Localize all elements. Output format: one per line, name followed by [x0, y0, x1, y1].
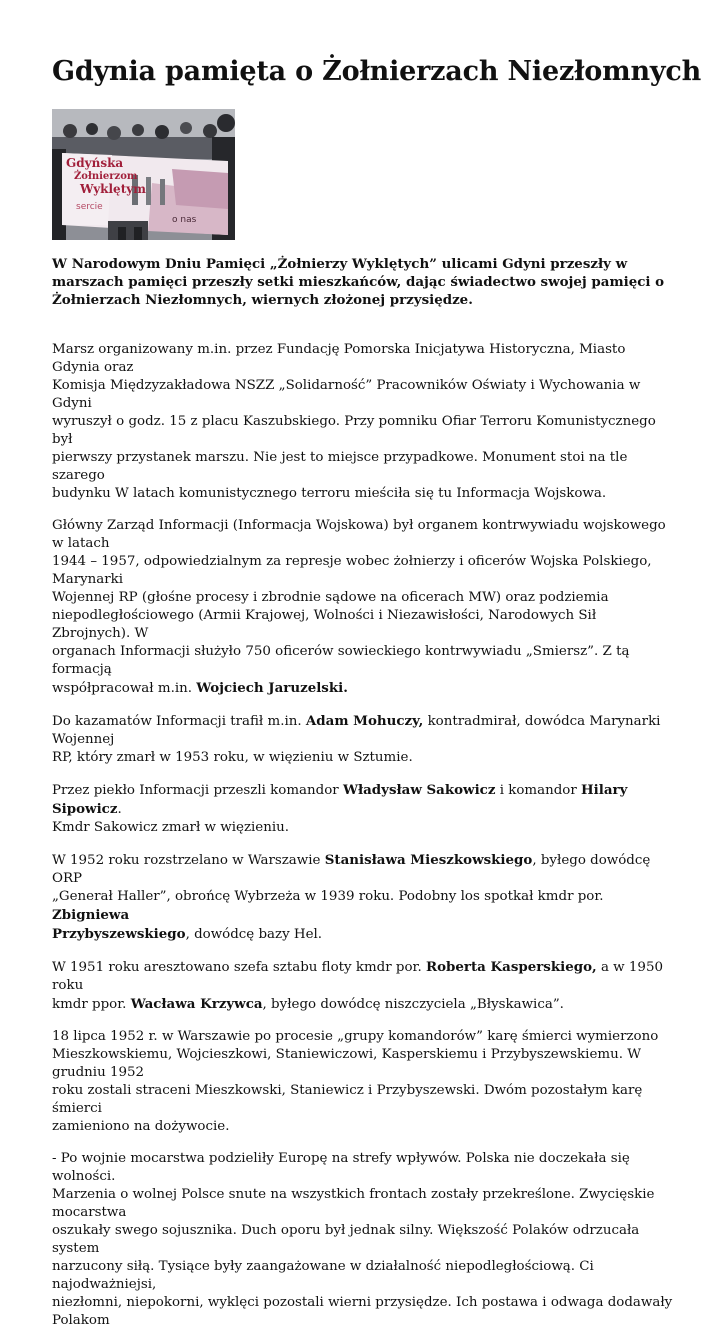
- name-krzywiec: Wacława Krzywca: [130, 996, 263, 1012]
- banner-text-5: sercie: [76, 202, 103, 212]
- text-run: , dowódcę bazy Hel.: [185, 927, 323, 942]
- text-run: Do kazamatów Informacji trafił m.in.: [52, 714, 306, 729]
- text-run: a w 1950 roku: [52, 960, 663, 993]
- article-body: [52, 341, 674, 1330]
- lead-paragraph: W Narodowym Dniu Pamięci „Żołnierzy Wyklętych” ulicami Gdyni przeszły w marszach pamięci przeszły setki mieszkańców, dając świadectwo swojej pamięci o Żołnierzach Niezłomnych, wiernych złożonej przysiędze.: [52, 256, 665, 308]
- text-line: Mieszkowskiemu, Wojcieszkowi, Staniewiczowi, Kasperskiemu i Przybyszewskiemu. W grudniu 1952: [52, 1047, 641, 1080]
- banner-text-1: Gdyńska: [66, 156, 124, 170]
- text-line: niepodległościowego (Armii Krajowej, Wolności i Niezawisłości, Narodowych Sił Zbrojnych). W: [52, 608, 597, 641]
- text-run: Przez piekło Informacji przeszli komandor: [52, 783, 343, 798]
- text-line: Główny Zarząd Informacji (Informacja Wojskowa) był organem kontrwywiadu wojskowego w latach: [52, 518, 666, 551]
- paragraph-mohuczy: [52, 712, 674, 767]
- text-line: roku zostali straceni Mieszkowski, Staniewicz i Przybyszewski. Dwóm pozostałym karę śmierci: [52, 1083, 643, 1116]
- paragraph-sakowicz: [52, 781, 674, 837]
- text-line: pierwszy przystanek marszu. Nie jest to miejsce przypadkowe. Monument stoi na tle szarego: [52, 450, 628, 483]
- text-run: kmdr ppor.: [52, 997, 131, 1012]
- name-sakowicz: Władysław Sakowicz: [342, 782, 496, 798]
- text-run: i komandor: [495, 783, 582, 798]
- text-line: organach Informacji służyło 750 oficerów sowieckiego kontrwywiadu „Smiersz”. Z tą formacją: [52, 644, 630, 677]
- banner-text-3: Wyklętym: [80, 182, 146, 196]
- text-line: współpracował m.in.: [52, 681, 197, 696]
- text-run: .: [117, 802, 122, 817]
- march-photo: [52, 109, 235, 240]
- text-line: - Po wojnie mocarstwa podzieliły Europę na strefy wpływów. Polska nie doczekała się wolności.: [52, 1151, 630, 1184]
- text-run: W 1951 roku aresztowano szefa sztabu floty kmdr por.: [52, 960, 426, 975]
- text-line: Marsz organizowany m.in. przez Fundację Pomorska Inicjatywa Historyczna, Miasto Gdynia oraz: [52, 342, 626, 375]
- paragraph-informacja: [52, 517, 674, 698]
- text-line: Marzenia o wolnej Polsce snute na wszystkich frontach zostały przekreślone. Zwycięskie mocarstwa: [52, 1187, 655, 1220]
- text-line: narzucony siłą. Tysiące były zaangażowane w działalność niepodległościową. Ci najodważniejsi,: [52, 1259, 594, 1292]
- text-line: Wojennej RP (głośne procesy i zbrodnie sądowe na oficerach MW) oraz podziemia: [52, 590, 609, 605]
- text-run: kontradmirał, dowódca Marynarki Wojennej: [52, 714, 661, 747]
- paragraph-mieszkowski: [52, 851, 674, 944]
- text-line: budynku W latach komunistycznego terroru mieściła się tu Informacja Wojskowa.: [52, 486, 607, 501]
- page-title: Gdynia pamięta o Żołnierzach Niezłomnych: [52, 56, 702, 87]
- name-sipowicz: Hilary Sipowicz: [52, 782, 628, 817]
- text-line: 18 lipca 1952 r. w Warszawie po procesie „grupy komandorów” karę śmierci wymierzono: [52, 1029, 659, 1044]
- paragraph-kasperski: [52, 958, 674, 1014]
- text-run: „Generał Haller”, obrońcę Wybrzeża w 1939 roku. Podobny los spotkał kmdr por.: [52, 889, 604, 904]
- text-line: Kmdr Sakowicz zmarł w więzieniu.: [52, 820, 289, 835]
- paragraph-trial: [52, 1028, 674, 1136]
- text-line: wyruszył o godz. 15 z placu Kaszubskiego. Przy pomniku Ofiar Terroru Komunistycznego był: [52, 414, 656, 447]
- text-run: , byłego dowódcę ORP: [52, 853, 651, 886]
- banner-text-4: o nas: [172, 215, 197, 225]
- name-zbigniew: Zbigniewa: [52, 907, 130, 923]
- text-line: zamieniono na dożywocie.: [52, 1119, 230, 1134]
- text-run: W 1952 roku rozstrzelano w Warszawie: [52, 853, 325, 868]
- text-run: , byłego dowódcę niszczyciela „Błyskawica”.: [262, 997, 564, 1012]
- paragraph-postwar: [52, 1150, 674, 1330]
- paragraph-march: [52, 341, 674, 503]
- text-line: oszukały swego sojusznika. Duch oporu był jednak silny. Większość Polaków odrzucała system: [52, 1223, 640, 1256]
- banner-text-2: Żołnierzom: [74, 171, 138, 182]
- text-line: 1944 – 1957, odpowiedzialnym za represje wobec żołnierzy i oficerów Wojska Polskiego, Marynarki: [52, 554, 652, 587]
- name-mieszkowski: Stanisława Mieszkowskiego: [324, 852, 533, 868]
- text-line: Komisja Międzyzakładowa NSZZ „Solidarność” Pracowników Oświaty i Wychowania w Gdyni: [52, 378, 641, 411]
- march-photo-image: [52, 109, 235, 240]
- text-line: RP, który zmarł w 1953 roku, w więzieniu w Sztumie.: [52, 750, 413, 765]
- name-mohuczy: Adam Mohuczy,: [305, 713, 424, 729]
- name-jaruzelski: Wojciech Jaruzelski.: [196, 680, 348, 696]
- name-kasperski: Roberta Kasperskiego,: [425, 959, 597, 975]
- name-przybyszewski: Przybyszewskiego: [52, 926, 186, 942]
- text-line: niezłomni, niepokorni, wyklęci pozostali wierni przysiędze. Ich postawa i odwaga dodawały Polakom: [52, 1295, 673, 1328]
